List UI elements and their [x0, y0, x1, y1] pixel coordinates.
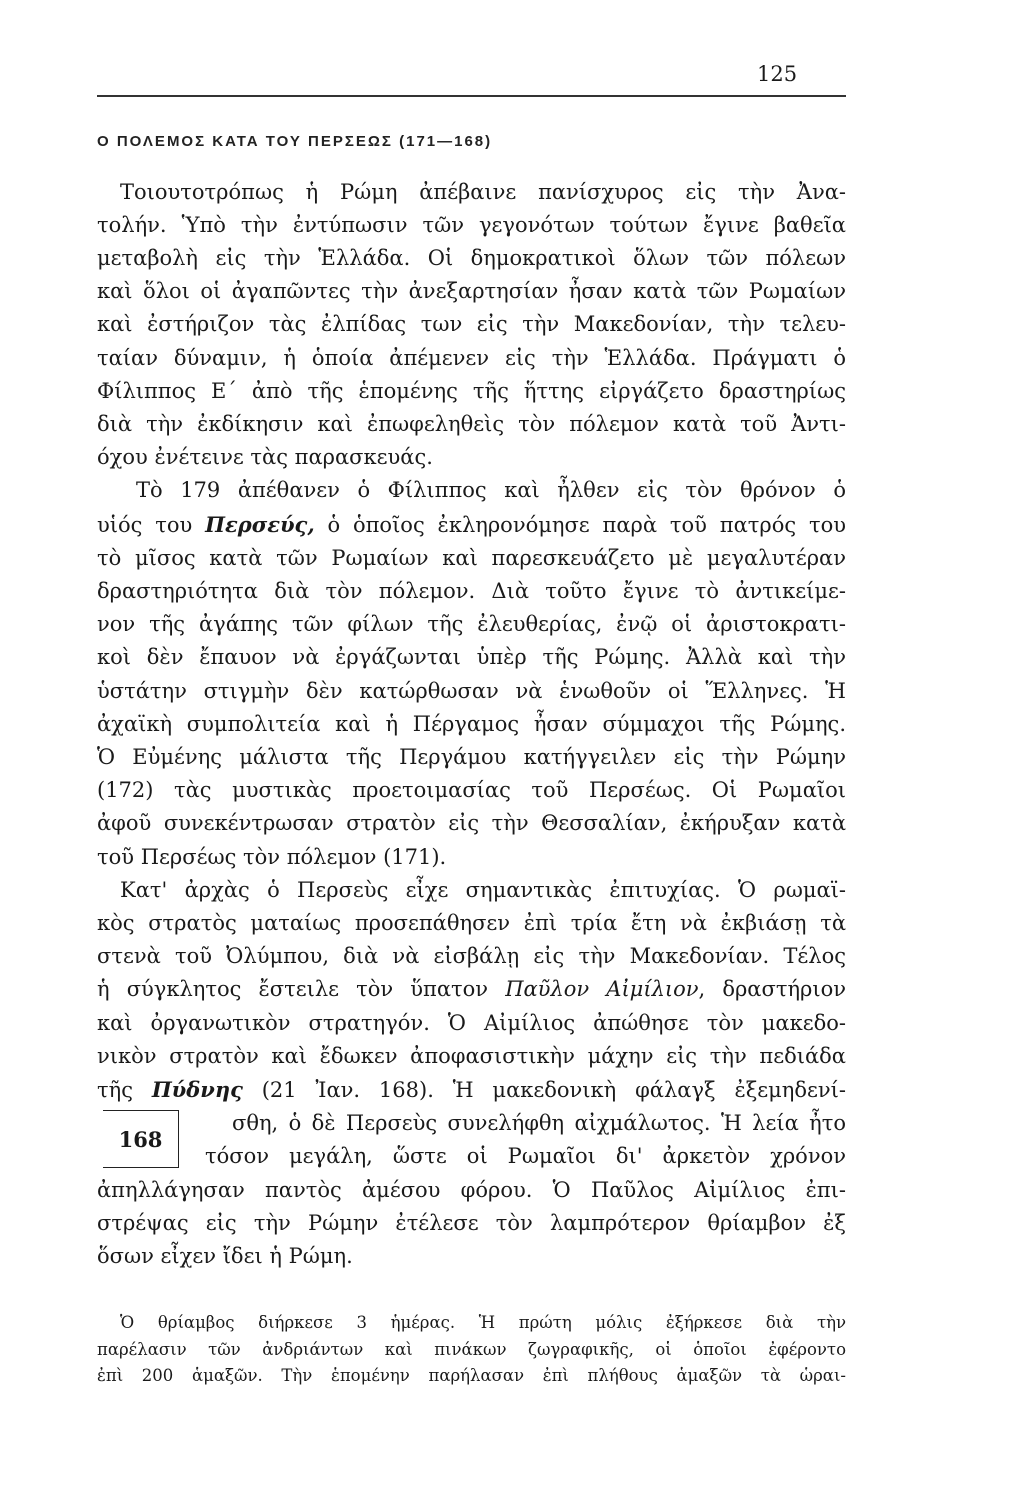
paragraph	[97, 474, 846, 873]
footnote-line: Ὁ θρίαμβος διήρκεσε 3 ἡμέρας. Ἡ πρώτη μόλις ἐξήρκεσε διὰ τὴν	[120, 1313, 846, 1332]
footnote-line: ἐπὶ 200 ἁμαξῶν. Τὴν ἑπομένην παρήλασαν ἐπὶ πλήθους ἁμαξῶν τὰ ὡραι-	[97, 1366, 846, 1385]
emphasized-name: Παῦλον Αἰμίλιον	[505, 977, 699, 1002]
text-line: ἀφοῦ συνεκέντρωσαν στρατὸν εἰς τὴν Θεσσαλίαν, ἐκήρυξαν κατὰ	[97, 811, 846, 836]
text-line: ἀχαϊκὴ συμπολιτεία καὶ ἡ Πέργαμος ἦσαν σύμμαχοι τῆς Ρώμης.	[97, 711, 846, 736]
text-segment: υἱός του	[97, 512, 206, 537]
text-line: όχου ἐνέτεινε τὰς παρασκευάς.	[97, 445, 433, 470]
text-line: καὶ ὅλοι οἱ ἀγαπῶντες τὴν ἀνεξαρτησίαν ἦσαν κατὰ τῶν Ρωμαίων	[97, 279, 846, 304]
footnote-line: παρέλασιν τῶν ἀνδριάντων καὶ πινάκων ζωγραφικῆς, οἱ ὁποῖοι ἐφέροντο	[97, 1339, 846, 1359]
text-line: στενὰ τοῦ Ὀλύμπου, διὰ νὰ εἰσβάλῃ εἰς τὴν Μακεδονίαν. Τέλος	[97, 944, 846, 969]
emphasized-name: Περσεύς,	[205, 511, 315, 537]
text-line: ταίαν δύναμιν, ἡ ὁποία ἀπέμενεν εἰς τὴν Ἑλλάδα. Πράγματι ὁ	[97, 345, 846, 370]
paragraph	[97, 176, 846, 475]
text-line: στρέψας εἰς τὴν Ρώμην ἐτέλεσε τὸν λαμπρότερον θρίαμβον ἐξ	[97, 1210, 846, 1235]
text-segment: , δραστήριον	[698, 977, 847, 1002]
text-line: μεταβολὴ εἰς τὴν Ἑλλάδα. Οἱ δημοκρατικοὶ ὅλων τῶν πόλεων	[97, 246, 846, 270]
paragraph	[97, 874, 846, 1273]
text-line	[97, 1073, 846, 1107]
text-line: Κατ' ἀρχὰς ὁ Περσεὺς εἶχε σημαντικὰς ἐπιτυχίας. Ὁ ρωμαϊ-	[120, 877, 846, 902]
text-line: Ὁ Εὐμένης μάλιστα τῆς Περγάμου κατήγγειλεν εἰς τὴν Ρώμην	[97, 745, 846, 770]
text-line: σθη, ὁ δὲ Περσεὺς συνελήφθη αἰχμάλωτος. Ἡ λεία ἦτο	[232, 1111, 846, 1136]
header-rule	[97, 95, 846, 97]
text-segment: ὁ ὁποῖος ἐκληρονόμησε παρὰ τοῦ πατρός του	[314, 512, 846, 537]
text-line: Τοιουτοτρόπως ἡ Ρώμη ἀπέβαινε πανίσχυρος εἰς τὴν Ἀνα-	[120, 179, 846, 204]
text-line: κὸς στρατὸς ματαίως προσεπάθησεν ἐπὶ τρία ἔτη νὰ ἐκβιάσῃ τὰ	[97, 911, 846, 936]
text-line: δραστηριότητα διὰ τὸν πόλεμον. Διὰ τοῦτο ἔγινε τὸ ἀντικείμε-	[97, 579, 846, 604]
text-segment: τῆς	[97, 1078, 152, 1103]
text-line: τοῦ Περσέως τὸν πόλεμον (171).	[97, 844, 447, 869]
text-line: τὸ μῖσος κατὰ τῶν Ρωμαίων καὶ παρεσκευάζετο μὲ μεγαλυτέραν	[97, 545, 846, 570]
page-number: 125	[757, 62, 798, 86]
text-line: Φίλιππος Ε΄ ἀπὸ τῆς ἑπομένης τῆς ἥττης εἰργάζετο δραστηρίως	[97, 378, 846, 403]
text-line	[97, 508, 846, 542]
text-line: νον τῆς ἀγάπης τῶν φίλων τῆς ἐλευθερίας, ἐνῷ οἱ ἀριστοκρατι-	[97, 612, 846, 637]
text-line: Τὸ 179 ἀπέθανεν ὁ Φίλιππος καὶ ἦλθεν εἰς τὸν θρόνον ὁ	[136, 478, 846, 503]
text-segment: (21 Ἰαν. 168). Ἡ μακεδονικὴ φάλαγξ ἐξεμηδενί-	[242, 1078, 847, 1103]
emphasized-name: Πύδνης	[151, 1077, 243, 1103]
footnote	[97, 1310, 846, 1390]
text-line: νικὸν στρατὸν καὶ ἔδωκεν ἀποφασιστικὴν μάχην εἰς τὴν πεδιάδα	[97, 1043, 846, 1068]
text-line: καὶ ὀργανωτικὸν στρατηγόν. Ὁ Αἰμίλιος ἀπώθησε τὸν μακεδο-	[97, 1010, 846, 1035]
text-line	[97, 973, 846, 1006]
text-line: διὰ τὴν ἐκδίκησιν καὶ ἐπωφεληθεὶς τὸν πόλεμον κατὰ τοῦ Ἀντι-	[97, 412, 846, 437]
text-line: (172) τὰς μυστικὰς προετοιμασίας τοῦ Περσέως. Οἱ Ρωμαῖοι	[97, 778, 846, 803]
text-line: τολήν. Ὑπὸ τὴν ἐντύπωσιν τῶν γεγονότων τούτων ἔγινε βαθεῖα	[97, 212, 846, 237]
text-line: καὶ ἐστήριζον τὰς ἐλπίδας των εἰς τὴν Μακεδονίαν, τὴν τελευ-	[97, 312, 846, 337]
running-head: Ο ΠΟΛΕΜΟΣ ΚΑΤΑ ΤΟΥ ΠΕΡΣΕΩΣ (171—168)	[97, 133, 493, 150]
text-segment: ἡ σύγκλητος ἔστειλε τὸν ὕπατον	[97, 977, 506, 1002]
text-line: ὑστάτην στιγμὴν δὲν κατώρθωσαν νὰ ἑνωθοῦν οἱ Ἕλληνες. Ἡ	[97, 678, 846, 703]
margin-year-box: 168	[103, 1110, 179, 1168]
text-line: τόσον μεγάλη, ὥστε οἱ Ρωμαῖοι δι' ἀρκετὸν χρόνον	[205, 1144, 846, 1169]
text-line: κοὶ δὲν ἔπαυον νὰ ἐργάζωνται ὑπὲρ τῆς Ρώμης. Ἀλλὰ καὶ τὴν	[97, 645, 846, 670]
body-text	[97, 176, 846, 1274]
text-line: ἀπηλλάγησαν παντὸς ἀμέσου φόρου. Ὁ Παῦλος Αἰμίλιος ἐπι-	[97, 1177, 846, 1202]
text-line: ὅσων εἶχεν ἴδει ἡ Ρώμη.	[97, 1244, 353, 1269]
